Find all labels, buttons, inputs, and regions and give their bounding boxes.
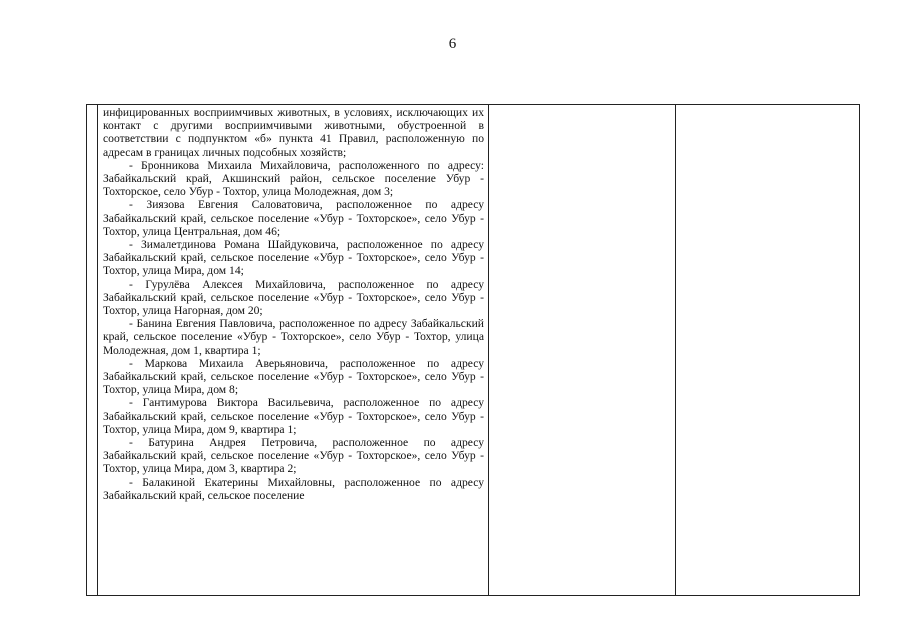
paragraph: - Гантимурова Виктора Васильевича, расположенное по адресу Забайкальский край, сельское поселение «Убур - Тохторское», село Убур - Тохтор, улица Мира, дом 9, квартира 1; — [103, 396, 484, 436]
paragraph: - Гурулёва Алексея Михайловича, расположенное по адресу Забайкальский край, сельское поселение «Убур - Тохторское», село Убур - Тохтор, улица Нагорная, дом 20; — [103, 277, 484, 318]
paragraph: - Бронникова Михаила Михайловича, расположенного по адресу: Забайкальский край, Акшинский район, сельское поселение Убур - Тохторское, село Убур - Тохтор, улица Молодежная, дом 3; — [103, 158, 484, 199]
document-table — [86, 104, 860, 596]
table-col-empty-middle — [488, 105, 676, 595]
paragraph: инфицированных восприимчивых животных, в условиях, исключающих их контакт с другими восприимчивыми животными, обустроенной в соответствии с подпунктом «б» пункта 41 Правил, расположенную по адресам в границах личных подсобных хозяйств; — [103, 106, 484, 159]
page-number: 6 — [448, 36, 457, 52]
text-cell — [97, 105, 488, 595]
paragraph: - Зиязова Евгения Саловатовича, расположенное по адресу Забайкальский край, сельское поселение «Убур - Тохторское», село Убур - Тохтор, улица Центральная, дом 46; — [103, 198, 484, 238]
paragraph: - Маркова Михаила Аверьяновича, расположенное по адресу Забайкальский край, сельское поселение «Убур - Тохторское», село Убур - Тохтор, улица Мира, дом 8; — [103, 356, 484, 397]
table-col-text — [97, 105, 489, 595]
table-col-empty-right — [675, 105, 860, 595]
paragraph: - Балакиной Екатерины Михайловны, расположенное по адресу Забайкальский край, сельское поселение — [103, 475, 484, 502]
paragraph: - Банина Евгения Павловича, расположенное по адресу Забайкальский край, сельское поселение «Убур - Тохторское», село Убур - Тохтор, улица Молодежная, дом 1, квартира 1; — [103, 317, 484, 357]
paragraph: - Зималетдинова Романа Шайдуковича, расположенное по адресу Забайкальский край, сельское поселение «Убур - Тохторское», село Убур - Тохтор, улица Мира, дом 14; — [103, 238, 484, 278]
paragraph: - Батурина Андрея Петровича, расположенное по адресу Забайкальский край, сельское поселение «Убур - Тохторское», село Убур - Тохтор, улица Мира, дом 3, квартира 2; — [103, 436, 484, 476]
